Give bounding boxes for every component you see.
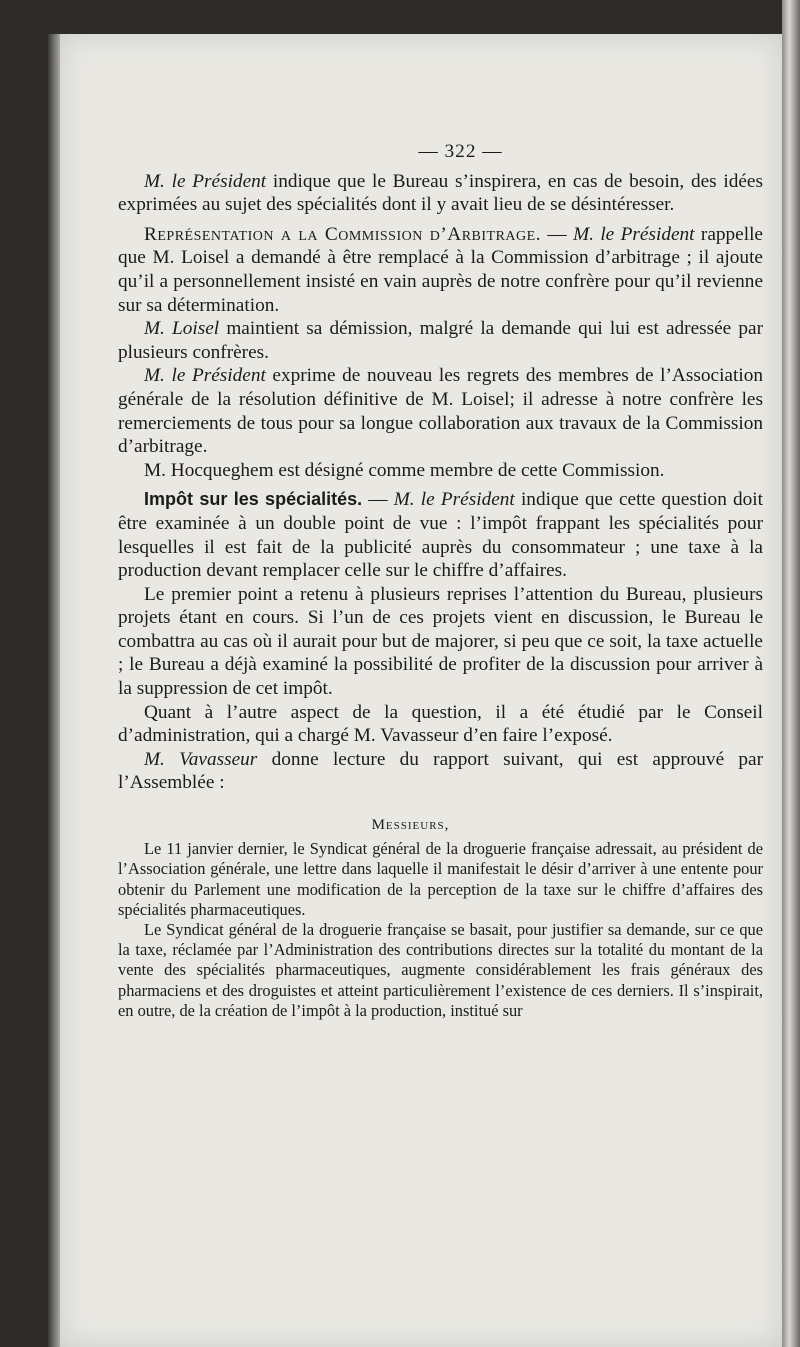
- report-salutation: Messieurs,: [371, 817, 450, 834]
- speaker: M. le Président: [144, 365, 266, 387]
- paragraph-commission-arbitrage: Représentation a la Commission d’Arbitrage. — M. le Président rappelle que M. Loisel a demandé à être remplacé à la Commission d’arbitrage ; il ajoute qu’il a personnellement insisté en vain auprès de notre confrère pour qu’il revienne sur sa détermination.: [118, 223, 763, 316]
- paragraph-loisel: M. Loisel maintient sa démission, malgré la demande qui lui est adressée par plusieurs confrères.: [118, 318, 764, 363]
- section-heading: Impôt sur les spécialités.: [144, 489, 363, 510]
- report-paragraph: Le Syndicat général de la droguerie française se basait, pour justifier sa demande, sur ce que la taxe, réclamée par l’Administration des contributions directes sur la totalité du montant de la vente des spécialités pharmaceutiques, augmente considérablement les frais généraux des pharmaciens et des droguistes et atteint particulièrement l’existence de ces derniers. Il s’inspirait, en outre, de la création de l’impôt à la production, institué sur: [118, 920, 763, 1020]
- speaker: M. Loisel: [144, 318, 220, 340]
- paragraph-regrets: M. le Président exprime de nouveau les regrets des membres de l’Association générale de la résolution définitive de M. Loisel; il adresse à notre confrère les remerciements de tous pour sa longue collaboration aux travaux de la Commission d’arbitrage.: [118, 365, 763, 458]
- paragraph-impot-specialites: Impôt sur les spécialités. — M. le Président indique que cette question doit être examinée à un double point de vue : l’impôt frappant les spécialités pour lesquelles il est fait de la publicité auprès du consommateur ; une taxe à la production devant remplacer celle sur le chiffre d’affaires.: [118, 489, 764, 582]
- page-stack-edge: [782, 0, 800, 1347]
- paragraph-vavasseur: M. Vavasseur donne lecture du rapport suivant, qui est approuvé par l’Assemblée :: [118, 748, 763, 794]
- paragraph-president-bureau: M. le Président indique que le Bureau s’inspirera, en cas de besoin, des idées exprimées au sujet des spécialités dont il y avait lieu de se désintéresser.: [118, 170, 763, 216]
- paragraph-hocqueghem: M. Hocqueghem est désigné comme membre de cette Commission.: [144, 459, 665, 481]
- report: [118, 815, 763, 1021]
- paragraph-autre-aspect: Quant à l’autre aspect de la question, il a été étudié par le Conseil d’administration, qui a chargé M. Vavasseur d’en faire l’exposé.: [118, 701, 763, 747]
- page-number: — 322 —: [418, 141, 503, 162]
- speaker: M. le Président: [393, 489, 515, 511]
- page-text: [118, 140, 763, 1021]
- paragraph-premier-point: Le premier point a retenu à plusieurs reprises l’attention du Bureau, plusieurs projets étant en cours. Si l’un de ces projets vient en discussion, le Bureau le combattra au cas où il aurait pour but de majorer, si peu que ce soit, la taxe actuelle ; le Bureau a déjà examiné la possibilité de profiter de la discussion pour arriver à la suppression de cet impôt.: [118, 583, 763, 700]
- speaker: M. Vavasseur: [144, 748, 258, 770]
- speaker: M. le Président: [573, 223, 695, 245]
- report-paragraph: Le 11 janvier dernier, le Syndicat général de la droguerie française adressait, au président de l’Association générale, une lettre dans laquelle il manifestait le désir d’arriver à une entente pour obtenir du Parlement une modification de la perception de la taxe sur le chiffre d’affaires des spécialités pharmaceutiques.: [118, 839, 763, 919]
- section-heading: Représentation a la Commission d’Arbitrage.: [144, 223, 542, 245]
- speaker: M. le Président: [144, 170, 267, 192]
